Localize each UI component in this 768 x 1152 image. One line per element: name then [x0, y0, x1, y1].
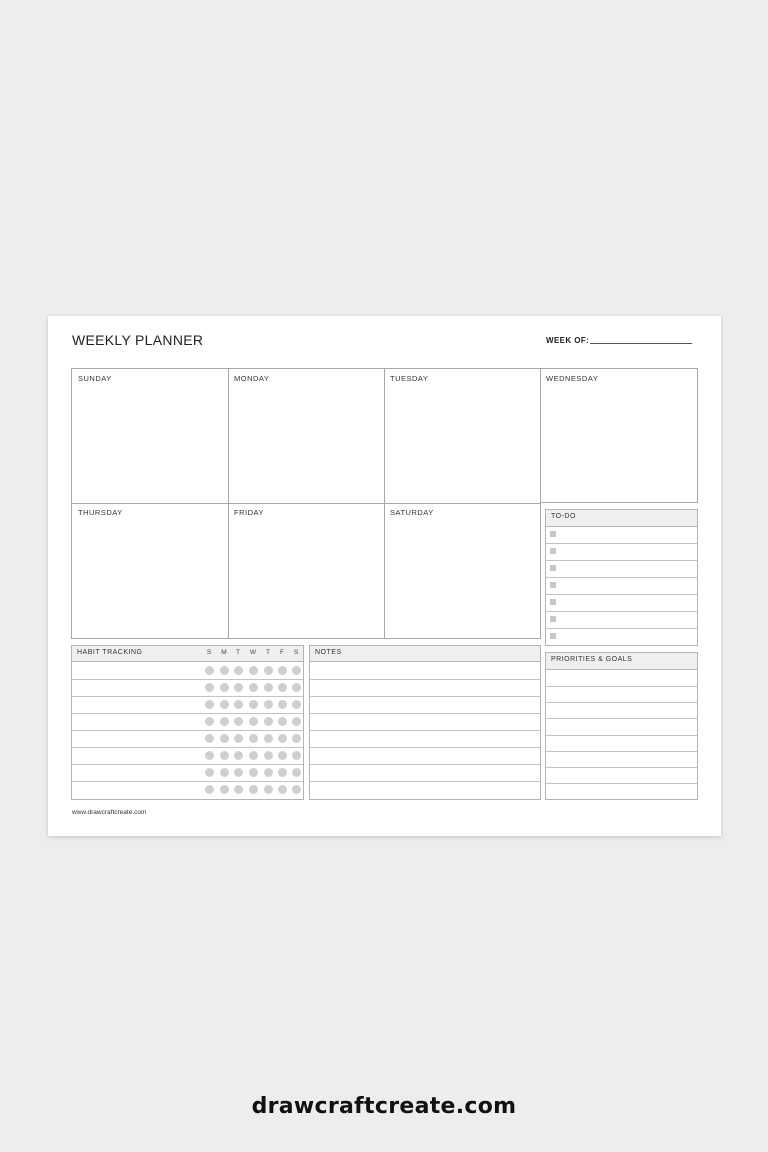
todo-checkbox[interactable]: [550, 633, 556, 639]
habit-dot[interactable]: [278, 768, 287, 777]
notes-header: [310, 646, 540, 662]
habit-dot[interactable]: [220, 751, 229, 760]
habit-row-line: [72, 713, 303, 714]
habit-day-letter: M: [221, 649, 227, 656]
todo-box: [545, 509, 698, 646]
habit-dot[interactable]: [264, 700, 273, 709]
habit-dot[interactable]: [264, 751, 273, 760]
habit-dot[interactable]: [205, 785, 214, 794]
weekly-planner-sheet: [48, 316, 721, 836]
habit-dot[interactable]: [292, 683, 301, 692]
habit-dot[interactable]: [205, 700, 214, 709]
priorities-row-line: [546, 702, 697, 703]
habit-day-letter: W: [249, 649, 257, 656]
habit-tracking-box: [71, 645, 304, 800]
notes-row-line: [310, 781, 540, 782]
notes-label: NOTES: [315, 649, 342, 656]
grid-edge: [71, 638, 541, 639]
habit-row-line: [72, 696, 303, 697]
habit-dot[interactable]: [278, 785, 287, 794]
habit-dot[interactable]: [292, 700, 301, 709]
habit-dot[interactable]: [249, 666, 258, 675]
day-label-friday: FRIDAY: [234, 508, 264, 517]
habit-dot[interactable]: [249, 700, 258, 709]
habit-dot[interactable]: [264, 717, 273, 726]
habit-dot[interactable]: [205, 717, 214, 726]
habit-dot[interactable]: [249, 734, 258, 743]
priorities-row-line: [546, 767, 697, 768]
habit-dot[interactable]: [278, 666, 287, 675]
priorities-label: PRIORITIES & GOALS: [551, 656, 633, 663]
habit-dot[interactable]: [278, 683, 287, 692]
todo-checkbox[interactable]: [550, 582, 556, 588]
todo-row-line: [546, 560, 697, 561]
habit-dot[interactable]: [292, 785, 301, 794]
grid-edge: [540, 502, 698, 503]
todo-row-line: [546, 628, 697, 629]
habit-dot[interactable]: [220, 683, 229, 692]
todo-checkbox[interactable]: [550, 565, 556, 571]
habit-dot[interactable]: [249, 768, 258, 777]
habit-dot[interactable]: [278, 734, 287, 743]
week-of-line: [590, 343, 692, 344]
todo-row-line: [546, 611, 697, 612]
habit-dot[interactable]: [249, 751, 258, 760]
habit-dot[interactable]: [220, 785, 229, 794]
habit-dot[interactable]: [220, 666, 229, 675]
week-of-label: WEEK OF:: [546, 336, 590, 345]
habit-dot[interactable]: [292, 751, 301, 760]
habit-row-line: [72, 679, 303, 680]
day-label-thursday: THURSDAY: [78, 508, 123, 517]
habit-dot[interactable]: [292, 666, 301, 675]
todo-checkbox[interactable]: [550, 599, 556, 605]
notes-row-line: [310, 730, 540, 731]
day-label-tuesday: TUESDAY: [390, 374, 429, 383]
notes-row-line: [310, 764, 540, 765]
day-label-sunday: SUNDAY: [78, 374, 112, 383]
habit-day-letter: F: [280, 649, 284, 656]
todo-row-line: [546, 577, 697, 578]
todo-checkbox[interactable]: [550, 531, 556, 537]
day-label-wednesday: WEDNESDAY: [546, 374, 599, 383]
todo-checkbox[interactable]: [550, 616, 556, 622]
habit-dot[interactable]: [264, 768, 273, 777]
habit-dot[interactable]: [220, 717, 229, 726]
habit-dot[interactable]: [278, 717, 287, 726]
habit-dot[interactable]: [264, 785, 273, 794]
habit-dot[interactable]: [249, 717, 258, 726]
priorities-box: [545, 652, 698, 800]
habit-dot[interactable]: [234, 734, 243, 743]
habit-dot[interactable]: [234, 785, 243, 794]
habit-dot[interactable]: [264, 666, 273, 675]
notes-box: [309, 645, 541, 800]
habit-dot[interactable]: [205, 751, 214, 760]
habit-day-letter: T: [236, 649, 240, 656]
habit-row-line: [72, 730, 303, 731]
priorities-row-line: [546, 686, 697, 687]
day-label-monday: MONDAY: [234, 374, 270, 383]
notes-row-line: [310, 696, 540, 697]
habit-dot[interactable]: [234, 751, 243, 760]
habit-dot[interactable]: [264, 683, 273, 692]
priorities-row-line: [546, 783, 697, 784]
notes-row-line: [310, 747, 540, 748]
todo-checkbox[interactable]: [550, 548, 556, 554]
habit-row-line: [72, 747, 303, 748]
grid-edge: [540, 503, 541, 638]
habit-dot[interactable]: [292, 734, 301, 743]
habit-dot[interactable]: [205, 683, 214, 692]
priorities-header: [546, 653, 697, 670]
habit-dot[interactable]: [249, 785, 258, 794]
notes-row-line: [310, 713, 540, 714]
habit-dot[interactable]: [220, 700, 229, 709]
habit-dot[interactable]: [205, 666, 214, 675]
brand-watermark: drawcraftcreate.com: [251, 1094, 517, 1119]
habit-dot[interactable]: [220, 734, 229, 743]
habit-dot[interactable]: [234, 768, 243, 777]
habit-dot[interactable]: [234, 717, 243, 726]
habit-day-letter: S: [206, 649, 212, 656]
priorities-row-line: [546, 718, 697, 719]
habit-label: HABIT TRACKING: [77, 649, 143, 656]
habit-header: [72, 646, 303, 662]
habit-dot[interactable]: [249, 683, 258, 692]
habit-day-letter: S: [293, 649, 299, 656]
todo-header: [546, 510, 697, 527]
priorities-row-line: [546, 751, 697, 752]
priorities-row-line: [546, 735, 697, 736]
website-footer: www.drawcraftcreate.com: [72, 809, 147, 816]
habit-row-line: [72, 764, 303, 765]
habit-dot[interactable]: [292, 768, 301, 777]
todo-row-line: [546, 543, 697, 544]
habit-dot[interactable]: [278, 751, 287, 760]
notes-row-line: [310, 679, 540, 680]
grid-divider: [540, 369, 541, 504]
habit-dot[interactable]: [292, 717, 301, 726]
habit-dot[interactable]: [205, 768, 214, 777]
day-label-saturday: SATURDAY: [390, 508, 434, 517]
habit-row-line: [72, 781, 303, 782]
habit-dot[interactable]: [220, 768, 229, 777]
todo-label: TO-DO: [551, 513, 576, 520]
habit-dot[interactable]: [234, 700, 243, 709]
habit-dot[interactable]: [234, 666, 243, 675]
habit-dot[interactable]: [205, 734, 214, 743]
habit-day-letter: T: [266, 649, 270, 656]
habit-dot[interactable]: [278, 700, 287, 709]
todo-row-line: [546, 594, 697, 595]
habit-dot[interactable]: [264, 734, 273, 743]
planner-title: WEEKLY PLANNER: [72, 332, 204, 348]
habit-dot[interactable]: [234, 683, 243, 692]
